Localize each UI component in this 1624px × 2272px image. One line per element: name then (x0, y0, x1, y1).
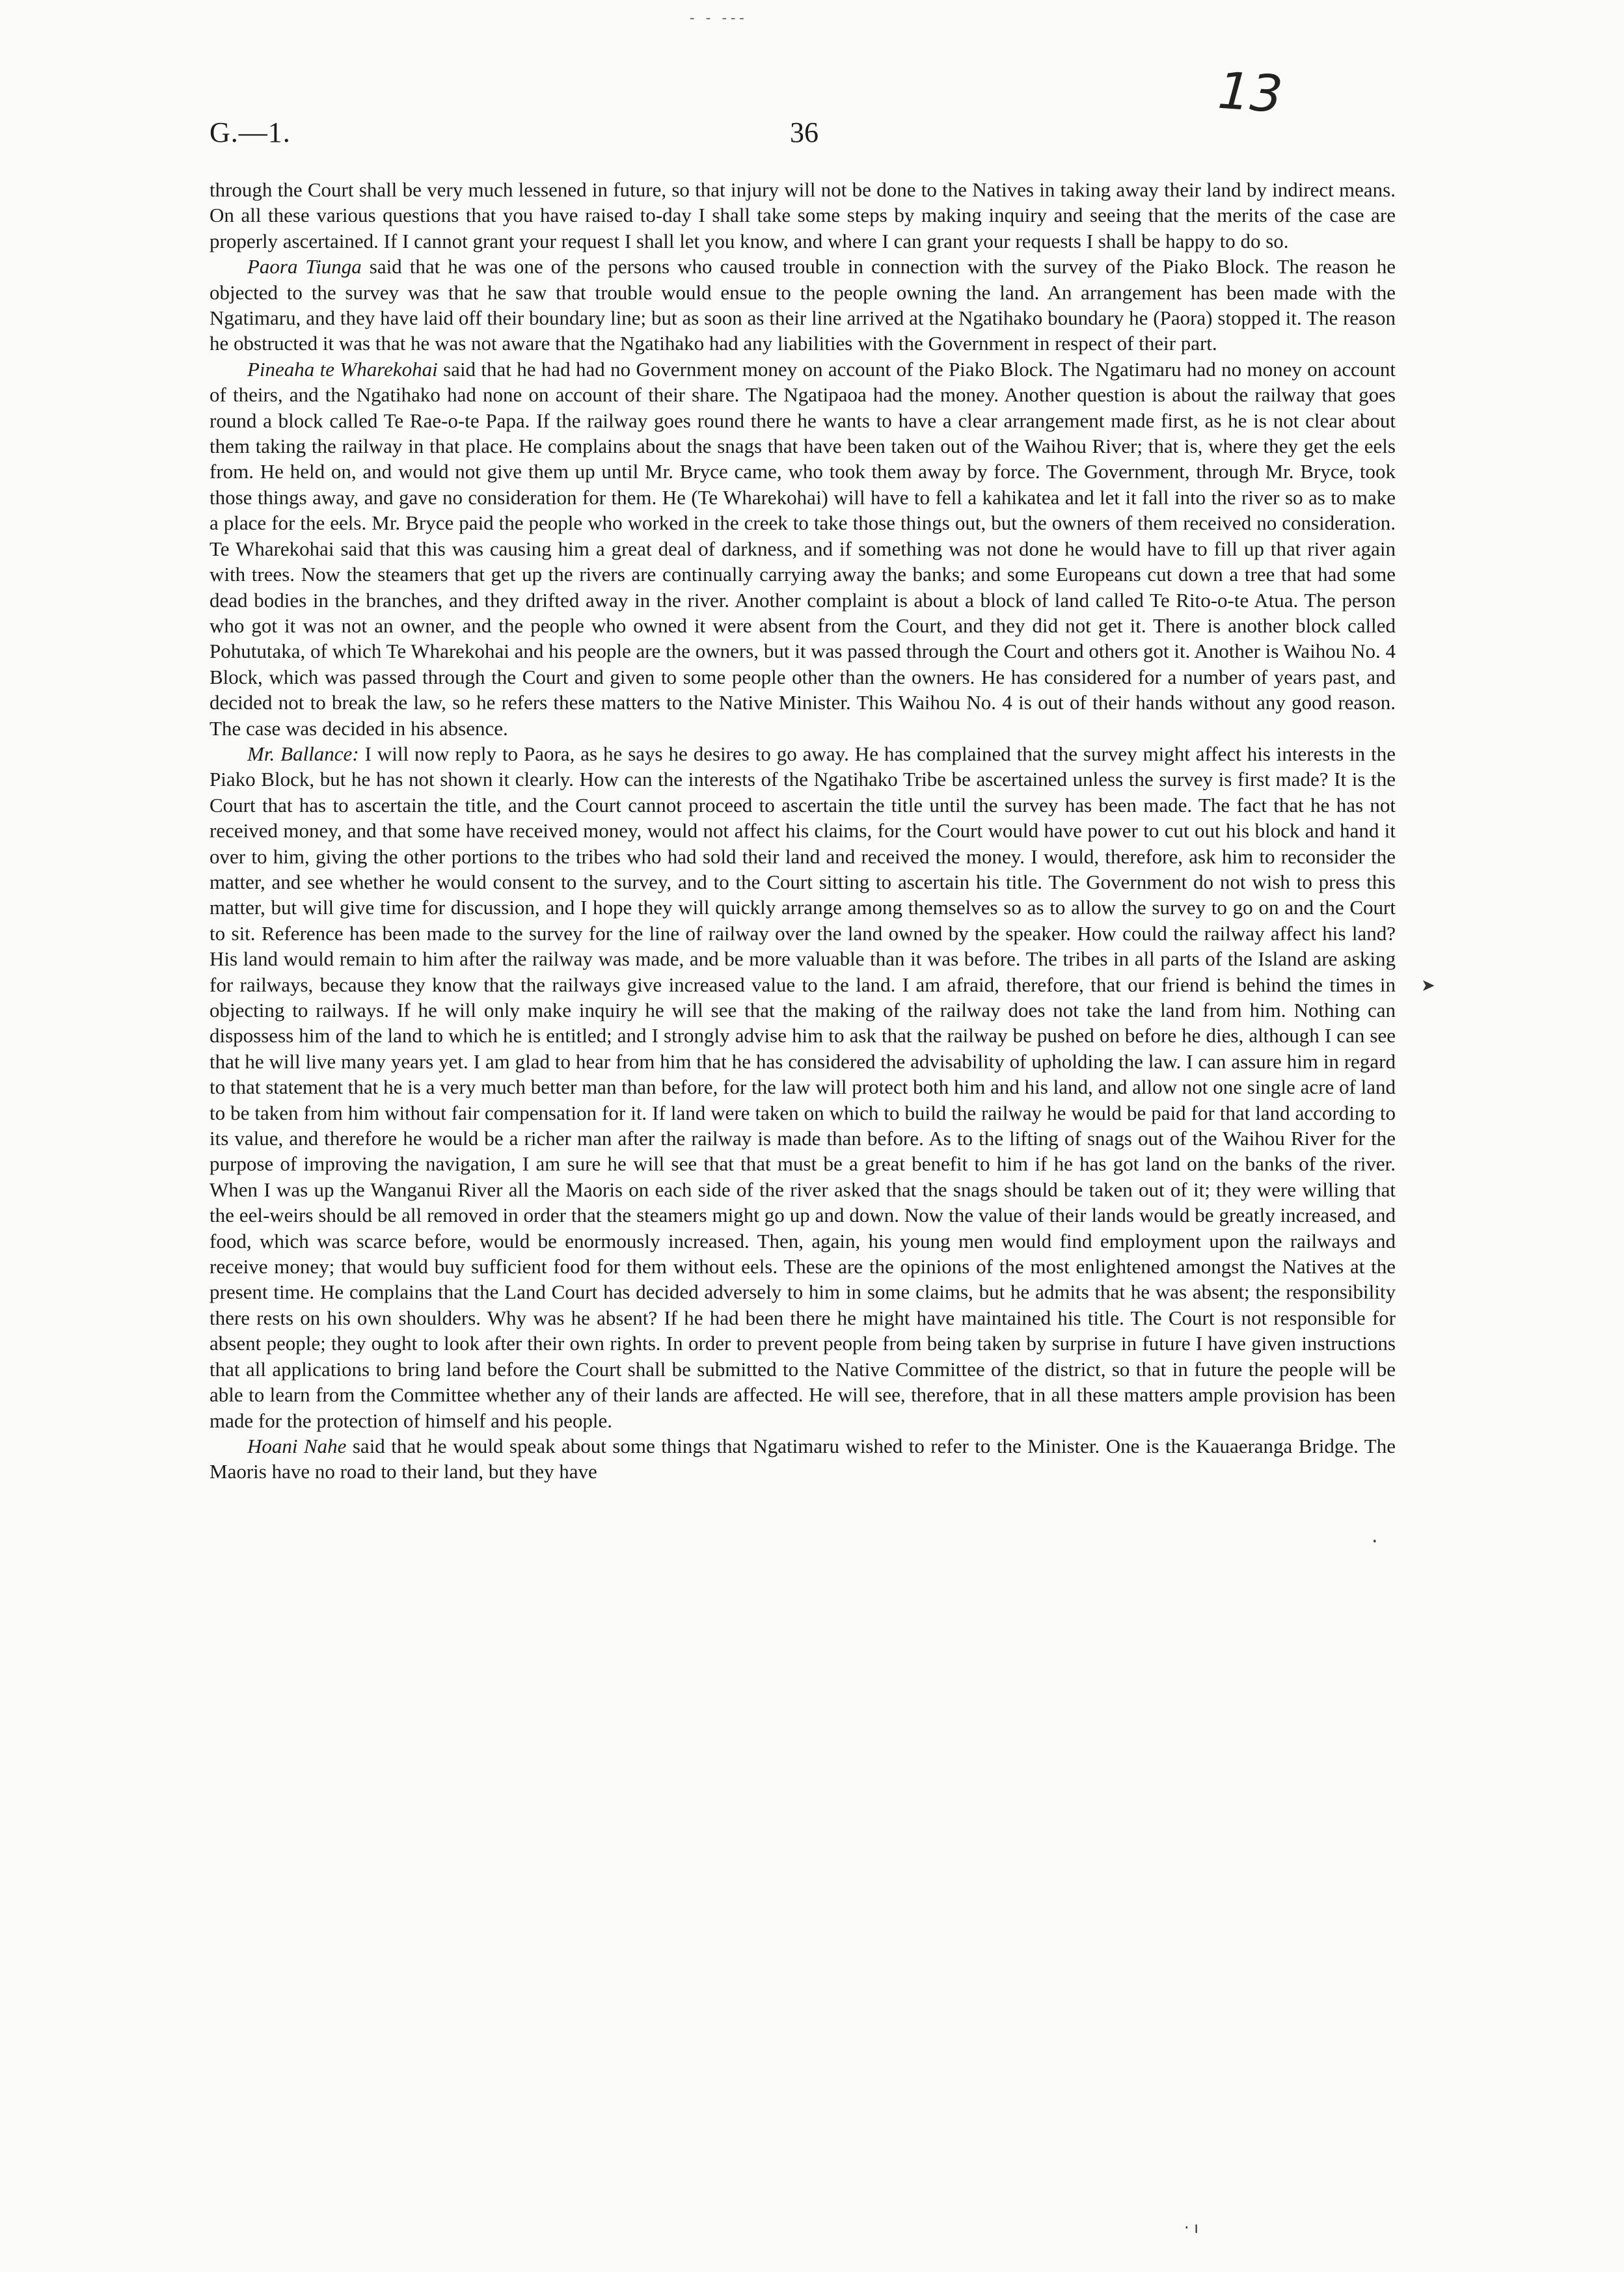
page-header (0, 116, 1624, 161)
bottom-dots-mark: · ı (1184, 2219, 1198, 2237)
paragraph (210, 254, 1396, 357)
top-edge-mark: - - --- (690, 9, 748, 25)
speaker-name: Paora Tiunga (247, 255, 362, 278)
paragraph (210, 1433, 1396, 1485)
margin-dot-mark: · (1372, 1530, 1378, 1553)
speaker-name: Mr. Ballance: (247, 742, 359, 765)
margin-arrow-mark: ➤ (1421, 976, 1435, 995)
paragraph-text: I will now reply to Paora, as he says he desires to go away. He has complained that the survey might affect his interests in the Piako Block, but he has not shown it clearly. How can the interests of the Ngatihako Tribe be ascertained unless the survey is first made? It is the Court that has to ascertain the title, and the Court cannot proceed to ascertain the title until the survey has been made. The fact that he has not received money, and that some have received money, would not affect his claims, for the Court would have power to cut out his block and hand it over to him, giving the other portions to the tribes who had sold their land and received the money. I would, therefore, ask him to reconsider the matter, and see whether he would consent to the survey, and to the Court sitting to ascertain his title. The Government do not wish to press this matter, but will give time for discussion, and I hope they will quickly arrange among themselves so as to allow the survey to go on and the Court to sit. Reference has been made to the survey for the line of railway over the land owned by the speaker. How could the railway affect his land? His land would remain to him after the railway was made, and be more valuable than it was before. The tribes in all parts of the Island are asking for railways, because they know that the railways give increased value to the land. I am afraid, therefore, that our friend is behind the times in objecting to railways. If he will only make inquiry he will see that the making of the railway does not take the land from him. Nothing can dispossess him of the land to which he is entitled; and I strongly advise him to ask that the railway be pushed on before he dies, although I can see that he will live many years yet. I am glad to hear from him that he has considered the advisability of upholding the law. I can assure him in regard to that statement that he is a very much better man than before, for the law will protect both him and his land, and allow not one single acre of land to be taken from him without fair compensation for it. If land were taken on which to build the railway he would be paid for that land according to its value, and therefore he would be a richer man after the railway is made than before. As to the lifting of snags out of the Waihou River for the purpose of improving the navigation, I am sure he will see that that must be a great benefit to him if he has got land on the banks of the river. When I was up the Wanganui River all the Maoris on each side of the river asked that the snags should be taken out of it; they were willing that the eel-weirs should be all removed in order that the steamers might go up and down. Now the value of their lands would be greatly increased, and food, which was scarce before, would be enormously increased. Then, again, his young men would find employment upon the railways and receive money; that would buy sufficient food for them without eels. These are the opinions of the most enlightened amongst the Natives at the present time. He complains that the Land Court has decided adversely to him in some claims, but he admits that he was absent; the responsibility there rests on his own shoulders. Why was he absent? If he had been there he might have maintained his title. The Court is not responsible for absent people; they ought to look after their own rights. In order to prevent people from being taken by surprise in future I have given instructions that all applications to bring land before the Court shall be submitted to the Native Committee of the district, so that in future the people will be able to learn from the Committee whether any of their lands are affected. He will see, therefore, that in all these matters ample provision has been made for the protection of himself and his people. (210, 742, 1396, 1432)
page-number: 36 (790, 116, 819, 148)
paragraph (210, 177, 1396, 254)
paragraph (210, 357, 1396, 741)
paragraph-text: said that he was one of the persons who caused trouble in connection with the survey of the Piako Block. The reason he objected to the survey was that he saw that trouble would ensue to the people owning the land. An arrangement has been made with the Ngatimaru, and they have laid off their boundary line; but as soon as their line arrived at the Ngatihako boundary he (Paora) stopped it. The reason he obstructed it was that he was not aware that the Ngatihako had any liabilities with the Government in respect of their part. (210, 255, 1396, 355)
speaker-name: Hoani Nahe (247, 1434, 347, 1457)
document-body (210, 177, 1396, 1485)
handwritten-page-annotation: 13 (1215, 61, 1285, 125)
paragraph (210, 741, 1396, 1433)
speaker-name: Pineaha te Wharekohai (247, 357, 438, 381)
paragraph-text: through the Court shall be very much lessened in future, so that injury will not be done to the Natives in taking away their land by indirect means. On all these various questions that you have raised to-day I shall take some steps by making inquiry and seeing that the merits of the case are properly ascertained. If I cannot grant your request I shall let you know, and where I can grant your requests I shall be happy to do so. (210, 178, 1396, 252)
paragraph-text: said that he would speak about some things that Ngatimaru wished to refer to the Minister. One is the Kauaeranga Bridge. The Maoris have no road to their land, but they have (210, 1434, 1396, 1483)
document-reference: G.—1. (210, 116, 291, 148)
paragraph-text: said that he had had no Government money on account of the Piako Block. The Ngatimaru had no money on account of theirs, and the Ngatihako had none on account of their share. The Ngatipaoa had the money. Another question is about the railway that goes round a block called Te Rae-o-te Papa. If the railway goes round there he wants to have a clear arrangement made first, as he is not clear about them taking the railway in that place. He complains about the snags that have been taken out of the Waihou River; that is, where they get the eels from. He held on, and would not give them up until Mr. Bryce came, who took them away by force. The Government, through Mr. Bryce, took those things away, and gave no consideration for them. He (Te Wharekohai) will have to fell a kahikatea and let it fall into the river so as to make a place for the eels. Mr. Bryce paid the people who worked in the creek to take those things out, but the owners of them received no consideration. Te Wharekohai said that this was causing him a great deal of darkness, and if something was not done he would have to fill up that river again with trees. Now the steamers that get up the rivers are continually carrying away the banks; and some Europeans cut down a tree that had some dead bodies in the branches, and they drifted away in the river. Another complaint is about a block of land called Te Rito-o-te Atua. The person who got it was not an owner, and the people who owned it were absent from the Court, and they did not get it. There is another block called Pohututaka, of which Te Wharekohai and his people are the owners, but it was passed through the Court and others got it. Another is Waihou No. 4 Block, which was passed through the Court and given to some people other than the owners. He has considered for a number of years past, and decided not to break the law, so he refers these matters to the Native Minister. This Waihou No. 4 is out of their hands without any good reason. The case was decided in his absence. (210, 357, 1396, 740)
